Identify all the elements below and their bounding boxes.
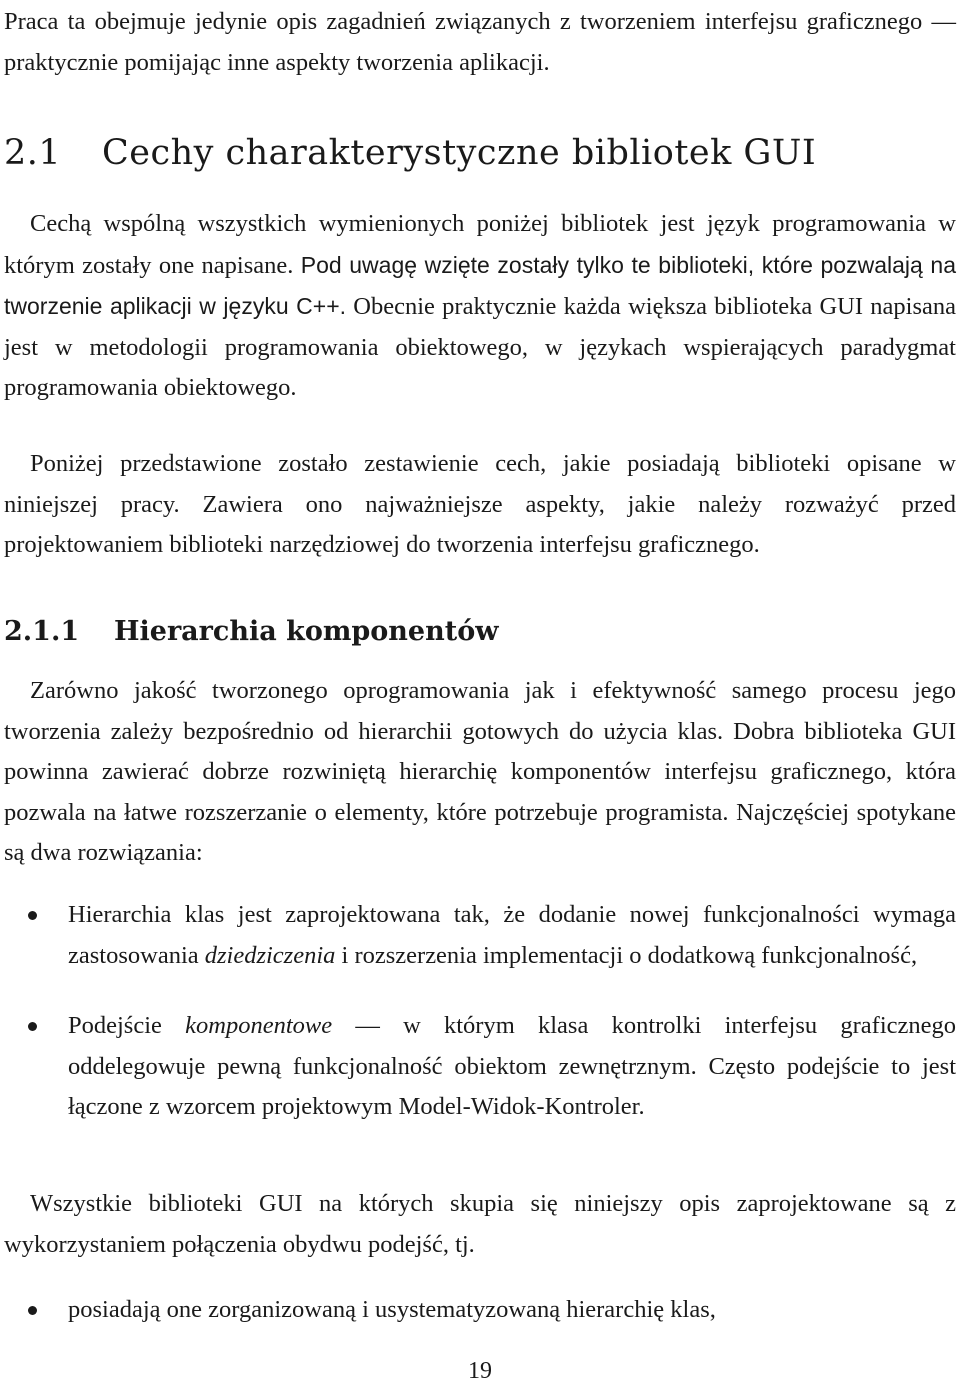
- list-item-text-after: i rozszerzenia implementacji o dodatkową funkcjonalność,: [335, 941, 918, 969]
- subsection-title: Hierarchia komponentów: [114, 616, 499, 647]
- paragraph-1-sans-part: Pod uwagę wzięte zostały tylko te biblioteki, które pozwalają na tworzenie aplikacji w języku C++.: [4, 251, 956, 319]
- bullet-icon: [28, 1022, 37, 1031]
- section-title: Cechy charakterystyczne bibliotek GUI: [102, 133, 817, 173]
- section-heading: [4, 126, 816, 180]
- list-item: [4, 1290, 956, 1331]
- section-number: 2.1: [4, 133, 62, 173]
- paragraph-1: [4, 204, 956, 409]
- bullet-list-1: [4, 895, 956, 1158]
- paragraph-2: Poniżej przedstawione zostało zestawienie cech, jakie posiadają biblioteki opisane w niniejszej pracy. Zawiera ono najważniejsze aspekty, jakie należy rozważyć przed projektowaniem biblioteki narzędziowej do tworzenia interfejsu graficznego.: [4, 450, 956, 558]
- subsection-number: 2.1.1: [4, 616, 80, 647]
- subsection-heading: [4, 610, 498, 654]
- paragraph-3: Zarówno jakość tworzonego oprogramowania jak i efektywność samego procesu jego tworzenia zależy bezpośrednio od hierarchii gotowych do użycia klas. Dobra biblioteka GUI powinna zawierać dobrze rozwiniętą hierarchię komponentów interfejsu graficznego, która pozwala na łatwe rozszerzanie o elementy, które potrzebuje programista. Najczęściej spotykane są dwa rozwiązania:: [4, 677, 956, 866]
- list-item-text-after: — w którym klasa kontrolki interfejsu graficznego oddelegowuje pewną funkcjonalność obiektom zewnętrznym. Często podejście to jest łączone z wzorcem projektowym Model-Widok-Kontroler.: [68, 1012, 956, 1120]
- paragraph-1-part-3: Obecnie praktycznie każda większa biblioteka GUI napisana jest w metodologii programowania obiektowego, w językach wspierających paradygmat programowania obiektowego.: [4, 293, 956, 401]
- intro-paragraph: Praca ta obejmuje jedynie opis zagadnień związanych z tworzeniem interfejsu graficznego — praktycznie pomijając inne aspekty tworzenia aplikacji.: [4, 8, 956, 76]
- page-number: 19: [468, 1358, 492, 1384]
- bullet-icon: [28, 1306, 37, 1315]
- bullet-icon: [28, 911, 37, 920]
- list-item-emphasis: dziedziczenia: [204, 941, 336, 969]
- paragraph-4: Wszystkie biblioteki GUI na których skupia się niniejszy opis zaprojektowane są z wykorzystaniem połączenia obydwu podejść, tj.: [4, 1190, 956, 1258]
- list-item-emphasis: komponentowe: [185, 1012, 333, 1039]
- list-item-text: posiadają one zorganizowaną i usystematyzowaną hierarchię klas,: [68, 1296, 716, 1323]
- list-item-text-before: Podejście: [68, 1012, 186, 1039]
- list-item-text-before: Hierarchia klas jest zaprojektowana tak, że dodanie nowej funkcjonalności wymaga zastosowania: [68, 901, 956, 969]
- paragraph-1-part-1: Cechą wspólną wszystkich wymienionych poniżej bibliotek jest język programowania w którym zostały one napisane.: [4, 210, 956, 279]
- list-item: [4, 1006, 956, 1128]
- list-item: [4, 895, 956, 976]
- bullet-list-2: [4, 1290, 956, 1361]
